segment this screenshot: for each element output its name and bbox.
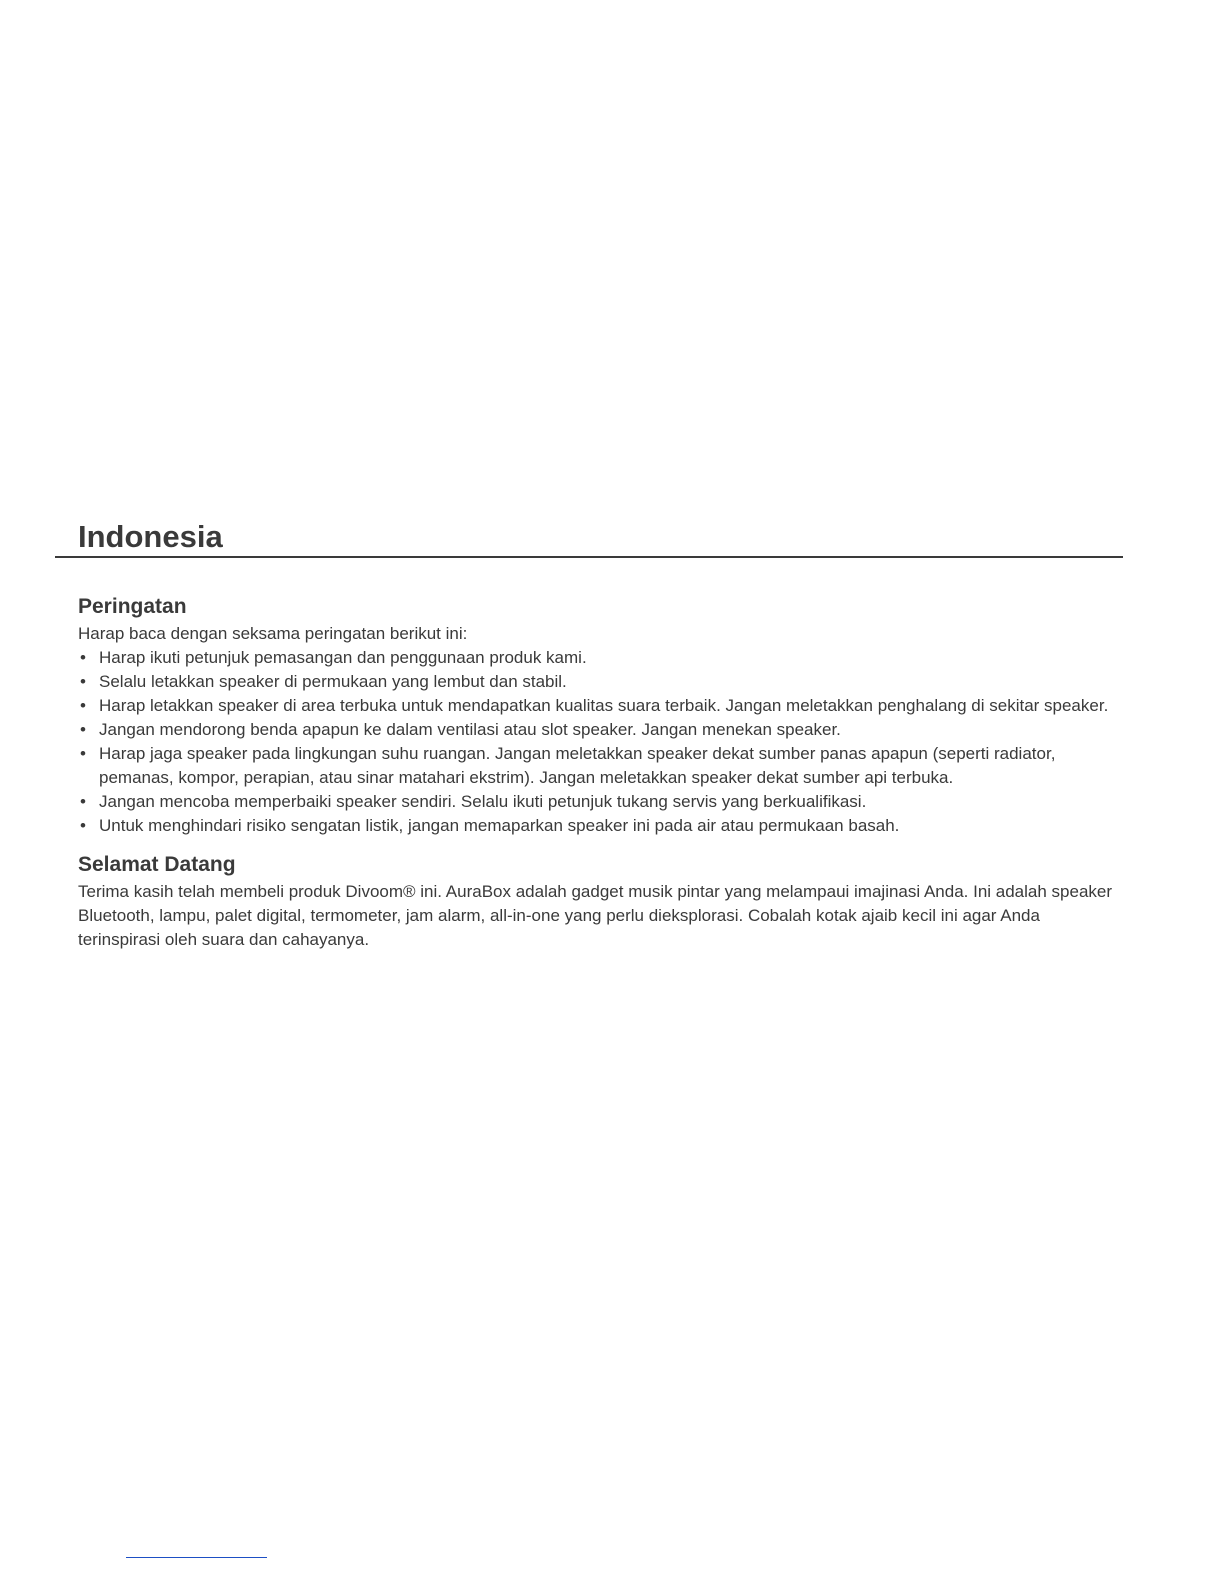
bullet-icon: • bbox=[80, 816, 86, 835]
warning-item bbox=[78, 694, 1118, 718]
welcome-heading: Selamat Datang bbox=[78, 853, 236, 876]
bullet-icon: • bbox=[80, 744, 86, 763]
warning-item-text: Harap jaga speaker pada lingkungan suhu ruangan. Jangan meletakkan speaker dekat sumber panas apapun (seperti radiator, pemanas, kompor, perapian, atau sinar matahari ekstrim). Jangan meletakkan speaker dekat sumber api terbuka. bbox=[99, 744, 1056, 787]
bullet-icon: • bbox=[80, 648, 86, 667]
warning-item bbox=[78, 718, 1118, 742]
section-spacer bbox=[78, 838, 1118, 850]
warning-item-text: Selalu letakkan speaker di permukaan yang lembut dan stabil. bbox=[99, 672, 567, 691]
bullet-icon: • bbox=[80, 696, 86, 715]
warning-item-text: Untuk menghindari risiko sengatan listik, jangan memaparkan speaker ini pada air atau permukaan basah. bbox=[99, 816, 900, 835]
welcome-paragraph: Terima kasih telah membeli produk Divoom® ini. AuraBox adalah gadget musik pintar yang melampaui imajinasi Anda. Ini adalah speaker Bluetooth, lampu, palet digital, termometer, jam alarm, all-in-one yang perlu dieksplorasi. Cobalah kotak ajaib kecil ini agar Anda terinspirasi oleh suara dan cahayanya. bbox=[78, 882, 1113, 949]
warning-heading: Peringatan bbox=[78, 595, 187, 618]
warning-item bbox=[78, 646, 1118, 670]
document-body bbox=[78, 592, 1118, 952]
bullet-icon: • bbox=[80, 792, 86, 811]
page-title: Indonesia bbox=[78, 519, 223, 554]
warning-item-text: Harap ikuti petunjuk pemasangan dan penggunaan produk kami. bbox=[99, 648, 587, 667]
warning-intro: Harap baca dengan seksama peringatan berikut ini: bbox=[78, 624, 468, 643]
footer-link-underline[interactable] bbox=[126, 1557, 267, 1558]
bullet-icon: • bbox=[80, 720, 86, 739]
warning-item-text: Jangan mencoba memperbaiki speaker sendiri. Selalu ikuti petunjuk tukang servis yang berkualifikasi. bbox=[99, 792, 867, 811]
warning-item-text: Jangan mendorong benda apapun ke dalam ventilasi atau slot speaker. Jangan menekan speaker. bbox=[99, 720, 841, 739]
warning-item bbox=[78, 790, 1118, 814]
warning-item bbox=[78, 814, 1118, 838]
bullet-icon: • bbox=[80, 672, 86, 691]
warning-list bbox=[78, 646, 1118, 838]
warning-item bbox=[78, 670, 1118, 694]
title-divider bbox=[55, 556, 1123, 558]
warning-item-text: Harap letakkan speaker di area terbuka untuk mendapatkan kualitas suara terbaik. Jangan meletakkan penghalang di sekitar speaker. bbox=[99, 696, 1109, 715]
warning-item bbox=[78, 742, 1118, 790]
